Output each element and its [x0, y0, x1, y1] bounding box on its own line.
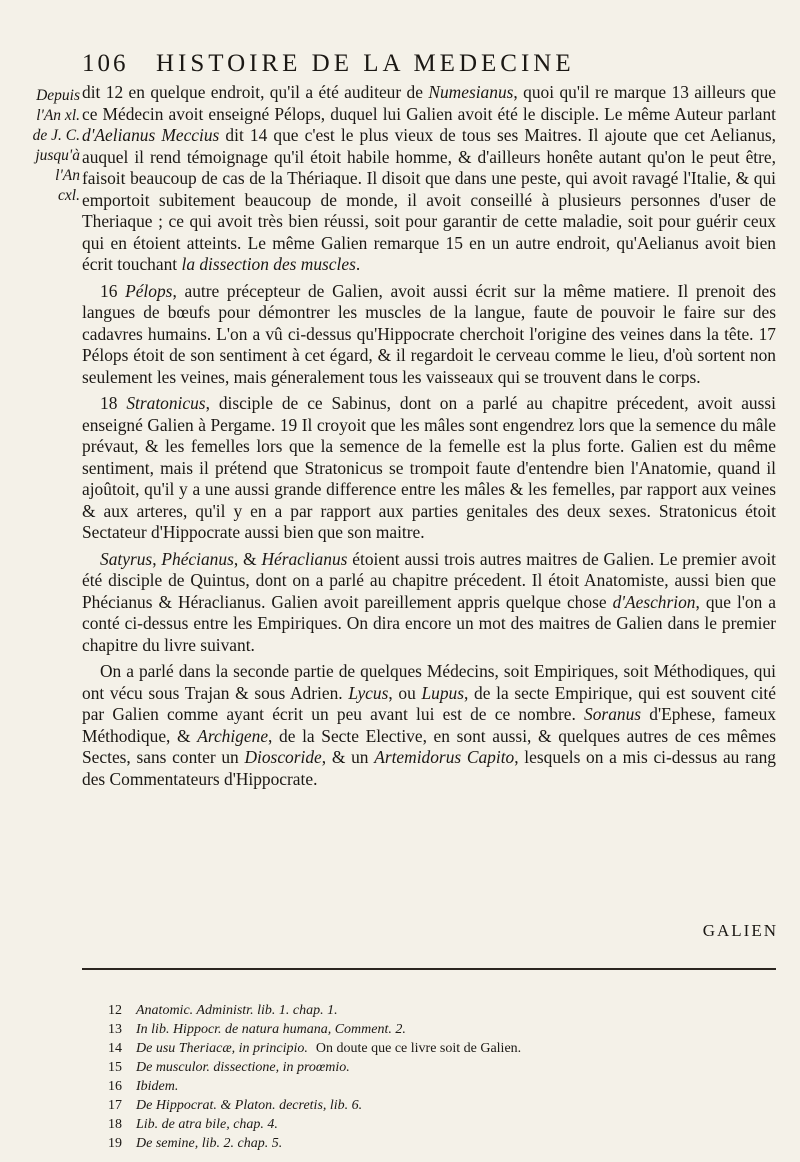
- italic-name: Archigene: [197, 725, 269, 746]
- text-run: .: [355, 254, 361, 274]
- footnotes: [108, 1001, 748, 1153]
- text-run: , ou: [388, 682, 422, 703]
- body-paragraph: [82, 549, 776, 657]
- footnote-number: 14: [108, 1041, 122, 1056]
- footnote-text: Anatomic. Administr. lib. 1. chap. 1.: [136, 1003, 338, 1018]
- footnote: [108, 1020, 748, 1039]
- text-run: On a parlé dans la seconde partie de quelques Médecins, soit Empiriques, soit Méthodiques, qui ont vécu sous Trajan & sous Adrien.: [82, 661, 776, 703]
- footnote-text: In lib. Hippocr. de natura humana, Comment. 2.: [136, 1022, 406, 1037]
- margin-note-line: l'An: [55, 167, 80, 184]
- footnote-number: 19: [108, 1136, 122, 1151]
- footnote-text: Lib. de atra bile, chap. 4.: [136, 1117, 278, 1132]
- footnote: [108, 1134, 748, 1153]
- footnote-number: 12: [108, 1003, 122, 1018]
- italic-name: Artemidorus Capito: [374, 747, 515, 767]
- footnote-number: 15: [108, 1060, 122, 1075]
- body-paragraph: [82, 82, 776, 276]
- italic-name: Lupus: [421, 682, 464, 703]
- italic-name: la dissection des muscles: [181, 254, 356, 274]
- footnote-remark: On doute que ce livre soit de Galien.: [315, 1041, 522, 1056]
- body-paragraph: [82, 281, 776, 389]
- text-run: , &: [233, 548, 262, 569]
- margin-note-line: l'An xl.: [36, 107, 80, 124]
- margin-note: [18, 86, 80, 206]
- italic-name: d'Aelianus Meccius: [82, 125, 220, 145]
- italic-name: d'Aeschrion: [612, 591, 696, 612]
- page-number: 106: [82, 50, 129, 77]
- margin-note-line: jusqu'à: [35, 147, 80, 164]
- text-run: étoient aussi trois autres maitres de Galien. Le premier avoit été disciple de Quintus, dont on a parlé au chapitre précedent. Il étoit Anatomiste, aussi bien que Phécianus & Héraclianus. Galien avoit pareillement appris quelque chose: [82, 548, 776, 612]
- margin-note-line: Depuis: [36, 87, 80, 104]
- running-title: HISTOIRE DE LA MEDECINE: [156, 50, 575, 77]
- catchword: GALIEN: [702, 921, 778, 940]
- footnote: [108, 1077, 748, 1096]
- footnote: [108, 1039, 748, 1058]
- margin-note-line: de J. C.: [32, 127, 80, 144]
- text-run: , lesquels on a mis ci-dessus au rang des Commentateurs d'Hippocrate.: [82, 747, 776, 789]
- footnote-rule: [82, 968, 776, 970]
- footnote-number: 17: [108, 1098, 122, 1113]
- footnote-text: Ibidem.: [136, 1079, 179, 1094]
- text-run: , de la secte Empirique, qui est souvent cité par Galien comme ayant écrit un peu avant lui est de ce nombre.: [82, 682, 776, 724]
- text-run: 18: [100, 393, 127, 413]
- footnote-text: De usu Theriacæ, in principio.: [136, 1041, 308, 1056]
- italic-name: Numesianus: [428, 82, 514, 102]
- footnote-text: De Hippocrat. & Platon. decretis, lib. 6.: [136, 1098, 363, 1113]
- italic-name: Pélops: [125, 280, 173, 301]
- footnote-number: 18: [108, 1117, 122, 1132]
- footnote-number: 13: [108, 1022, 122, 1037]
- footnote: [108, 1058, 748, 1077]
- footnote: [108, 1001, 748, 1020]
- text-run: ,: [152, 548, 162, 569]
- italic-name: Soranus: [584, 704, 642, 724]
- text-run: 16: [100, 280, 126, 301]
- text-run: d'Ephese, fameux Méthodique, &: [82, 704, 776, 746]
- italic-name: Dioscoride: [244, 747, 322, 767]
- body-paragraph: [82, 661, 776, 790]
- italic-name: Lycus: [348, 682, 389, 703]
- margin-note-line: cxl.: [58, 187, 80, 204]
- italic-name: Stratonicus: [126, 393, 206, 413]
- text-run: , de la Secte Elective, en sont aussi, & quelques autres de ces mêmes Sectes, sans conter un: [82, 725, 776, 767]
- text-run: dit 12 en quelque endroit, qu'il a été auditeur de: [82, 82, 429, 102]
- footnote-number: 16: [108, 1079, 122, 1094]
- text-run: dit 14 que c'est le plus vieux de tous ses Maitres. Il ajoute que cet Aelianus, auquel il rend témoignage qu'il étoit habile homme, & d'ailleurs honête autant qu'on le peut être, faisoit beaucoup de cas de la Thériaque. Il disoit que dans une peste, qui avoit ravagé l'Italie, & qui emportoit subitement beaucoup de monde, il avoit conseillé à plusieurs personnes d'user de Theriaque ; ce qui avoit très bien réussi, soit pour garantir de cette maladie, soit pour guérir ceux qui en étoient atteints. Le même Galien remarque 15 en un autre endroit, qu'Aelianus avoit bien écrit touchant: [82, 125, 776, 274]
- footnote: [108, 1115, 748, 1134]
- text-run: , autre précepteur de Galien, avoit aussi écrit sur la même matiere. Il prenoit des langues de bœufs pour démontrer les muscles de la langue, faute de pouvoir le faire sur des cadavres humains. L'on a vû ci-dessus qu'Hippocrate cherchoit l'origine des veines dans la tête. 17 Pélops étoit de son sentiment à cet égard, & il regardoit le cerveau comme le lieu, d'où sortent non seulement les veines, mais géneralement tous les vaisseaux qui se trouvent dans le corps.: [82, 280, 776, 387]
- text-run: , disciple de ce Sabinus, dont on a parlé au chapitre précedent, avoit aussi enseigné Galien à Pergame. 19 Il croyoit que les mâles sont engendrez lors que la semence du mâle prévaut, & les femelles lors que la semence de la femelle est la plus forte. Galien est du même sentiment, mais il prétend que Stratonicus se trompoit faute d'entendre bien l'Anatomie, quand il ajoûtoit, qu'il y a une aussi grande difference entre les mâles & les femelles, par rapport aux veines & aux arteres, qu'il y en a par rapport aux parties genitales des deux sexes. Stratonicus étoit Sectateur d'Hippocrate aussi bien que son maitre.: [82, 393, 776, 542]
- footnote-text: De musculor. dissectione, in proœmio.: [136, 1060, 350, 1075]
- running-head: [82, 50, 782, 80]
- body-text: [82, 82, 776, 790]
- body-paragraph: [82, 393, 776, 544]
- footnote: [108, 1096, 748, 1115]
- text-run: , que l'on a conté ci-dessus entre les Empiriques. On dira encore un mot des maitres de Galien dans le premier chapitre du livre suivant.: [82, 591, 777, 655]
- footnote-text: De semine, lib. 2. chap. 5.: [136, 1136, 283, 1151]
- italic-name: Satyrus: [100, 548, 153, 569]
- text-run: , & un: [321, 747, 375, 767]
- italic-name: Héraclianus: [261, 548, 348, 569]
- italic-name: Phécianus: [161, 548, 234, 569]
- text-run: , quoi qu'il re marque 13 ailleurs que ce Médecin avoit enseigné Pélops, duquel lui Galien avoit été le disciple. Le même Auteur parlant: [82, 82, 776, 124]
